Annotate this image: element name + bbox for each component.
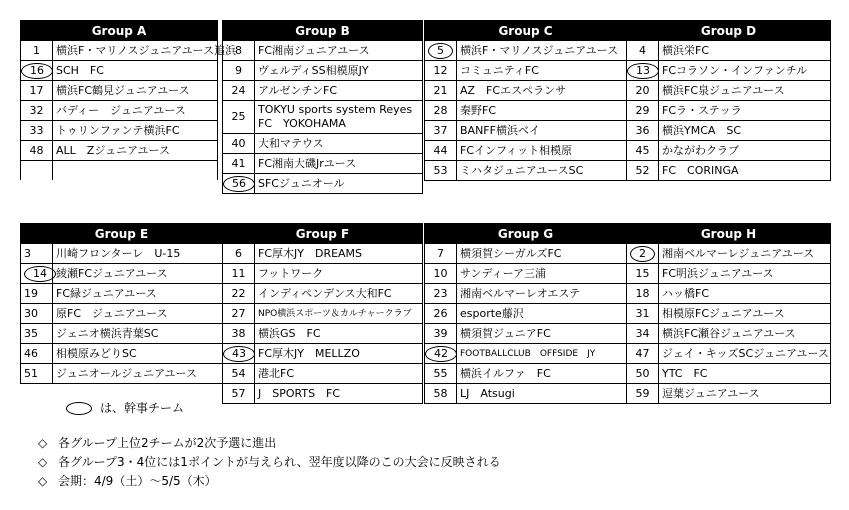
group-table [424,20,627,181]
team-number [425,161,457,181]
team-number [627,244,659,264]
team-name: 横浜イルファ FC [457,364,627,384]
legend [66,399,184,416]
team-row [223,154,423,174]
team-name: FC緑ジュニアユース [53,284,223,304]
team-row [425,264,627,284]
team-row [223,61,423,81]
team-number [223,244,255,264]
team-number-value: 34 [635,326,650,340]
host-team-number: 5 [428,43,453,59]
host-team-number: 2 [630,246,655,262]
team-number [223,101,255,134]
team-row [627,304,831,324]
team-number [223,154,255,174]
team-name [53,161,218,181]
team-row [425,81,627,101]
team-number [627,161,659,181]
team-row [223,304,423,324]
team-row [21,244,223,264]
team-number-value: 1 [33,43,40,57]
team-name: ジェイ・キッズSCジュニアユース [659,344,831,364]
team-number-value: 23 [433,286,448,300]
team-name: FC厚木JY MELLZO [255,344,423,364]
group-title: Group A [21,21,218,41]
team-name: かながわクラブ [659,141,831,161]
group-table [626,20,831,181]
team-number-value: 19 [24,286,38,300]
team-row [21,81,218,101]
team-number [425,384,457,404]
team-name: FOOTBALLCLUB OFFSIDE JY [457,344,627,364]
team-number [223,134,255,154]
team-number [21,264,53,284]
group-title: Group F [223,224,423,244]
team-number [627,101,659,121]
team-row [223,344,423,364]
team-number [21,61,53,81]
team-number-value: 28 [433,103,448,117]
team-name: 横浜YMCA SC [659,121,831,141]
team-name: 湘南ベルマーレジュニアユース [659,244,831,264]
team-number [223,264,255,284]
team-name: SFCジュニオール [255,174,423,194]
team-name: フットワーク [255,264,423,284]
team-row [223,384,423,404]
team-number-value: 44 [433,143,448,157]
team-name: 相模原みどりSC [53,344,223,364]
team-number-value: 58 [433,386,448,400]
team-row [627,284,831,304]
team-row [425,121,627,141]
team-row [21,284,223,304]
team-name: FCコラソン・インファンチル [659,61,831,81]
team-name: 横須賀ジュニアFC [457,324,627,344]
team-number [627,364,659,384]
team-name: 横浜FC泉ジュニアユース [659,81,831,101]
team-row [425,244,627,264]
team-name: BANFF横浜ベイ [457,121,627,141]
team-name: サンディーア三浦 [457,264,627,284]
team-number-value: 52 [635,163,650,177]
group-table [222,223,423,404]
team-number-value: 33 [29,123,44,137]
note-text: 会期：4/9（土）～5/5（木） [58,474,217,488]
team-name: 港北FC [255,364,423,384]
team-number-value: 3 [24,246,31,260]
team-number-value: 41 [231,156,246,170]
team-row [223,174,423,194]
team-row [21,161,218,181]
team-number [223,324,255,344]
team-row [627,81,831,101]
team-number [21,364,53,384]
team-number-value: 38 [231,326,246,340]
team-row [223,101,423,134]
team-row [21,364,223,384]
team-number [21,161,53,181]
team-name: SCH FC [53,61,218,81]
team-number-value: 59 [635,386,650,400]
team-number [627,121,659,141]
team-number-value: 46 [24,346,38,360]
team-row [223,284,423,304]
team-number [425,324,457,344]
team-number [223,174,255,194]
team-number-value: 39 [433,326,448,340]
group-title: Group B [223,21,423,41]
diamond-icon: ◇ [38,474,48,488]
team-name: YTC FC [659,364,831,384]
team-number [425,244,457,264]
team-number-value: 8 [235,43,242,57]
team-number [223,61,255,81]
note-text: 各グループ上位2チームが2次予選に進出 [58,436,277,450]
team-name: LJ Atsugi [457,384,627,404]
team-number [627,384,659,404]
team-name: FC湘南ジュニアユース [255,41,423,61]
team-name: バディー ジュニアユース [53,101,218,121]
team-row [21,121,218,141]
team-number [425,284,457,304]
team-name: FC厚木JY DREAMS [255,244,423,264]
team-number-value: 4 [639,43,646,57]
note-item [38,472,501,491]
team-name: esporte藤沢 [457,304,627,324]
team-number [425,101,457,121]
team-number [627,284,659,304]
team-number-value: 40 [231,136,246,150]
team-row [627,101,831,121]
team-row [627,324,831,344]
group-table [626,223,831,404]
team-name: TOKYU sports system Reyes FC YOKOHAMA [255,101,423,134]
team-number-value: 9 [235,63,242,77]
team-number-value: 26 [433,306,448,320]
team-number [627,61,659,81]
team-number-value: 12 [433,63,448,77]
team-number-value: 48 [29,143,44,157]
team-row [21,344,223,364]
diamond-icon: ◇ [38,436,48,450]
team-number [223,41,255,61]
team-number [425,121,457,141]
team-number [21,284,53,304]
team-name: ALL Zジュニアユース [53,141,218,161]
team-number-value: 57 [231,386,246,400]
team-name: FC湘南大磯Jrユース [255,154,423,174]
team-name: 大和マテウス [255,134,423,154]
team-number [627,324,659,344]
team-number [425,304,457,324]
team-row [627,264,831,284]
team-name: 原FC ジュニアユース [53,304,223,324]
team-row [223,244,423,264]
team-number [627,344,659,364]
team-name: NPO横浜スポーツ＆カルチャークラブ [255,304,423,324]
team-row [627,244,831,264]
team-number [21,244,53,264]
team-number [627,264,659,284]
note-item [38,453,501,472]
team-name: FC CORINGA [659,161,831,181]
group-table [424,223,627,404]
team-number [21,101,53,121]
team-number [21,81,53,101]
team-name: FCラ・ステッラ [659,101,831,121]
team-number [223,284,255,304]
team-row [425,61,627,81]
team-number-value: 24 [231,83,246,97]
team-number [425,264,457,284]
team-number [21,344,53,364]
team-row [425,161,627,181]
team-row [223,41,423,61]
team-number-value: 47 [635,346,650,360]
team-number-value: 51 [24,366,38,380]
team-name: 湘南ベルマーレオエステ [457,284,627,304]
team-row [425,344,627,364]
team-row [425,101,627,121]
oval-icon [66,402,92,415]
team-row [21,41,218,61]
team-row [223,264,423,284]
team-number [223,81,255,101]
team-name: AZ FCエスペランサ [457,81,627,101]
team-row [223,324,423,344]
team-number-value: 36 [635,123,650,137]
team-name: ジュニオールジュニアユース [53,364,223,384]
team-number [21,121,53,141]
team-number [21,141,53,161]
team-name: ミハタジュニアユースSC [457,161,627,181]
host-team-number: 56 [223,176,255,192]
team-row [425,284,627,304]
team-name: 相模原FCジュニアユース [659,304,831,324]
team-row [223,81,423,101]
team-number [627,304,659,324]
team-name: 横浜FC鶴見ジュニアユース [53,81,218,101]
team-number-value: 25 [231,110,246,123]
host-team-number: 13 [627,63,659,79]
note-text: 各グループ3・4位には1ポイントが与えられ、翌年度以降のこの大会に反映される [58,455,501,469]
team-row [425,41,627,61]
group-title: Group G [425,224,627,244]
team-name: 横浜F・マリノスジュニアユース追浜 [53,41,218,61]
team-row [425,324,627,344]
team-number [627,41,659,61]
group-title: Group D [627,21,831,41]
team-number-value: 45 [635,143,650,157]
team-name: FCインフィット相模原 [457,141,627,161]
diamond-icon: ◇ [38,455,48,469]
team-number-value: 21 [433,83,448,97]
note-item [38,434,501,453]
team-number-value: 11 [231,266,246,280]
group-title: Group E [21,224,223,244]
team-name: アルゼンチンFC [255,81,423,101]
team-name: ジェニオ横浜青葉SC [53,324,223,344]
team-number-value: 50 [635,366,650,380]
team-name: インディペンデンス大和FC [255,284,423,304]
group-table [20,20,237,180]
team-number [223,384,255,404]
group-title: Group C [425,21,627,41]
team-row [21,101,218,121]
team-number-value: 29 [635,103,650,117]
team-name: 横浜FC瀬谷ジュニアユース [659,324,831,344]
team-row [627,141,831,161]
team-row [21,304,223,324]
team-row [21,141,218,161]
team-number-value: 37 [433,123,448,137]
host-team-number: 16 [21,63,53,79]
team-number-value: 32 [29,103,44,117]
team-number [627,81,659,101]
team-name: トゥリンファンテ横浜FC [53,121,218,141]
legend-text: は、幹事チーム [100,401,185,415]
team-number [425,41,457,61]
team-name: 川崎フロンターレ U-15 [53,244,223,264]
team-row [425,384,627,404]
team-number-value: 18 [635,286,650,300]
team-number-value: 20 [635,83,650,97]
team-row [21,324,223,344]
team-name: ハッ橋FC [659,284,831,304]
team-row [425,141,627,161]
team-row [21,61,218,81]
team-number-value: 22 [231,286,246,300]
team-number [425,61,457,81]
team-row [627,61,831,81]
team-row [627,384,831,404]
team-row [627,364,831,384]
team-name: 綾瀬FCジュニアユース [53,264,223,284]
team-row [627,161,831,181]
team-row [627,344,831,364]
team-name: 横浜F・マリノスジュニアユース [457,41,627,61]
team-name: 横浜栄FC [659,41,831,61]
group-table [20,223,223,384]
group-table [222,20,423,194]
team-number-value: 15 [635,266,650,280]
team-number-value: 30 [24,306,38,320]
team-number-value: 17 [29,83,44,97]
team-number-value: 53 [433,163,448,177]
team-row [223,134,423,154]
team-name: 秦野FC [457,101,627,121]
group-title: Group H [627,224,831,244]
team-number-value: 31 [635,306,650,320]
host-team-number: 43 [223,346,255,362]
team-number [425,364,457,384]
team-number-value: 7 [437,246,444,260]
team-number [21,304,53,324]
team-name: 逗葉ジュニアユース [659,384,831,404]
team-name: 横須賀シーガルズFC [457,244,627,264]
team-number-value: 10 [433,266,448,280]
host-team-number: 14 [24,266,56,282]
host-team-number: 42 [425,346,457,362]
team-number [223,344,255,364]
team-row [223,364,423,384]
team-number [223,364,255,384]
team-number-value: 54 [231,366,246,380]
team-number [425,141,457,161]
team-number-value: 55 [433,366,448,380]
team-name: FC明浜ジュニアユース [659,264,831,284]
team-name: J SPORTS FC [255,384,423,404]
team-number [627,141,659,161]
team-number-value: 35 [24,326,38,340]
team-number [21,41,53,61]
team-name: ヴェルディSS相模原JY [255,61,423,81]
team-name: 横浜GS FC [255,324,423,344]
team-number [223,304,255,324]
team-row [627,41,831,61]
team-name: コミュニティFC [457,61,627,81]
team-number-value: 6 [235,246,242,260]
team-number [425,81,457,101]
team-row [21,264,223,284]
team-row [425,364,627,384]
team-number-value: 27 [231,306,246,320]
team-number [21,324,53,344]
team-row [627,121,831,141]
team-number [425,344,457,364]
team-row [425,304,627,324]
notes [38,434,501,491]
